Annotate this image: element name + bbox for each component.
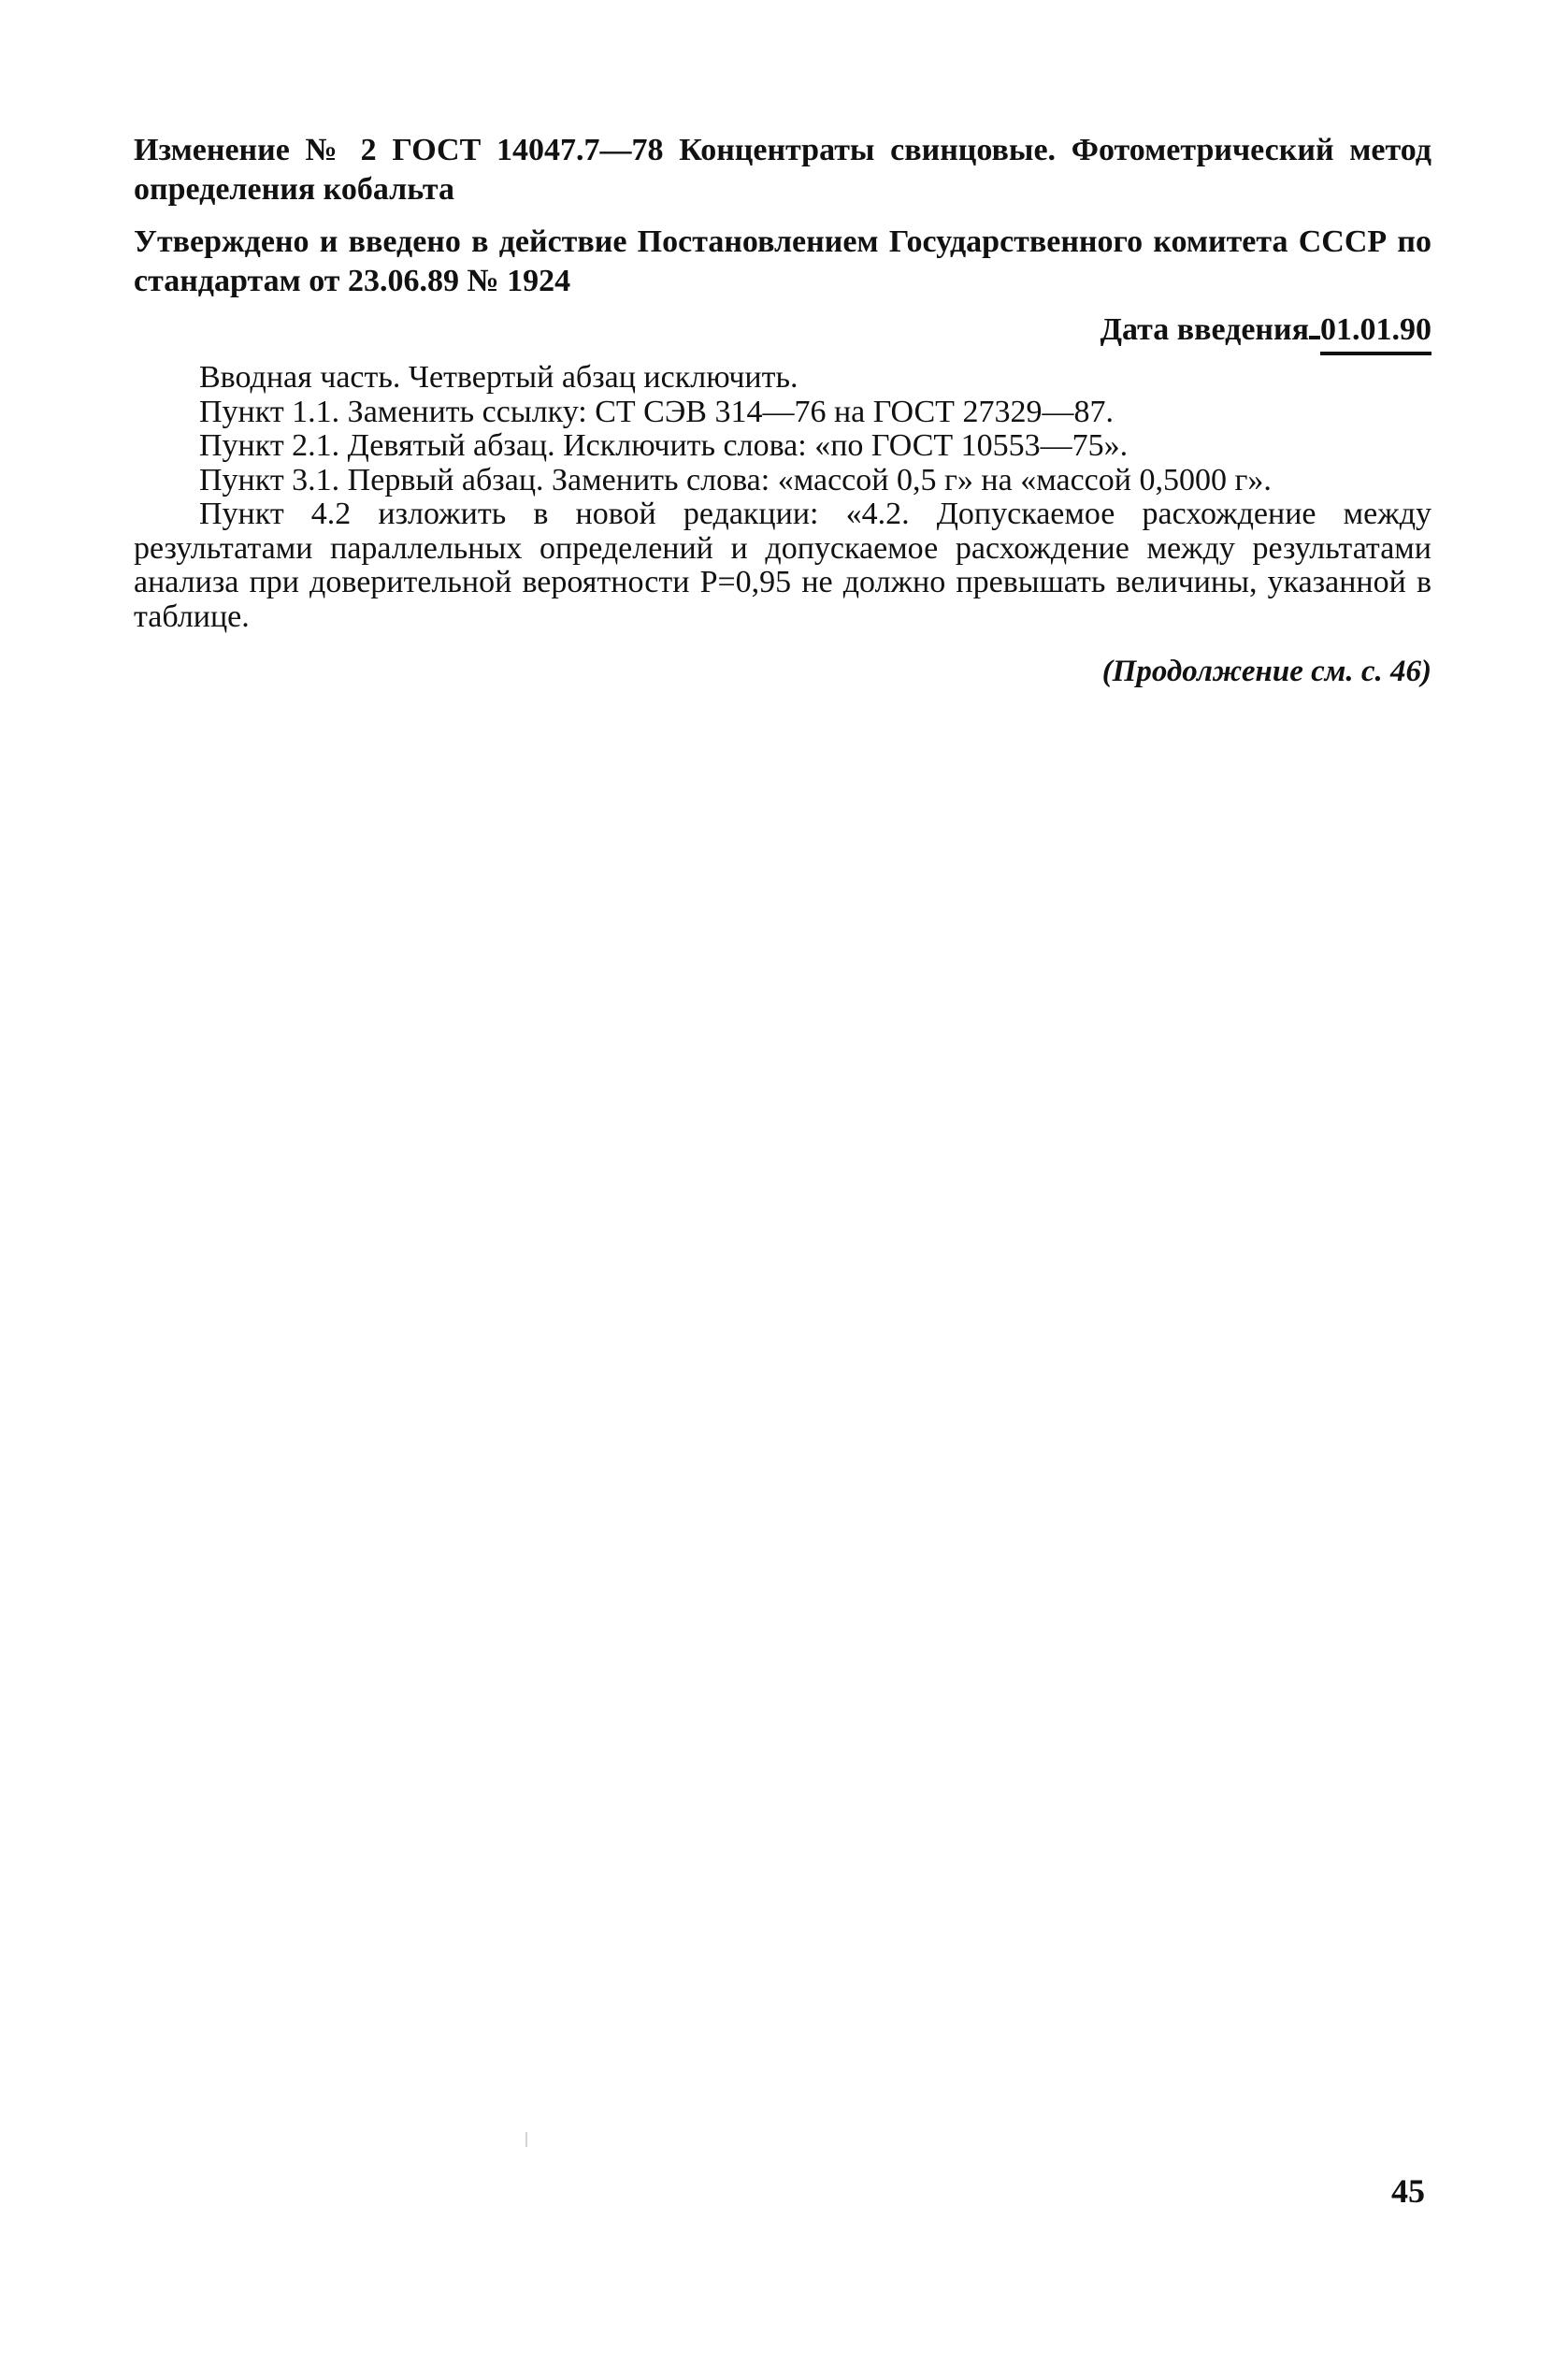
paragraph-item-2-1: Пункт 2.1. Девятый абзац. Исключить слова: «по ГОСТ 10553—75». [199,428,1129,463]
paragraph-item-3-1: Пункт 3.1. Первый абзац. Заменить слова: «массой 0,5 г» на «массой 0,5000 г». [199,462,1272,497]
paragraph-intro: Вводная часть. Четвертый абзац исключить. [199,360,798,395]
paragraph-item-4-2: Пункт 4.2 изложить в новой редакции: «4.2. Допускаемое расхождение между результатами параллельных определений и допускаемое расхождение между результатами анализа при доверительной вероятности P=0,95 не должно превышать величины, указанной в таблице. [134,497,1431,634]
amendment-title: Изменение № 2 ГОСТ 14047.7—78 Концентраты свинцовые. Фотометрический метод определения кобальта [134,133,1431,207]
date-underline-gap [1309,334,1320,339]
effective-date-line [134,310,1431,355]
effective-date-value: 01.01.90 [1320,310,1431,355]
paragraph-item-1-1: Пункт 1.1. Заменить ссылку: СТ СЭВ 314—76 на ГОСТ 27329—87. [199,394,1114,429]
page-number: 45 [1391,2172,1425,2210]
scan-speck [525,2132,527,2147]
approval-statement: Утверждено и введено в действие Постановлением Государственного комитета СССР по стандартам от 23.06.89 № 1924 [134,224,1431,298]
continued-note: (Продолжение см. с. 46) [1101,655,1431,688]
effective-date-label: Дата введения [1100,312,1309,347]
document-header [134,131,1431,355]
amendment-body [134,361,1431,689]
